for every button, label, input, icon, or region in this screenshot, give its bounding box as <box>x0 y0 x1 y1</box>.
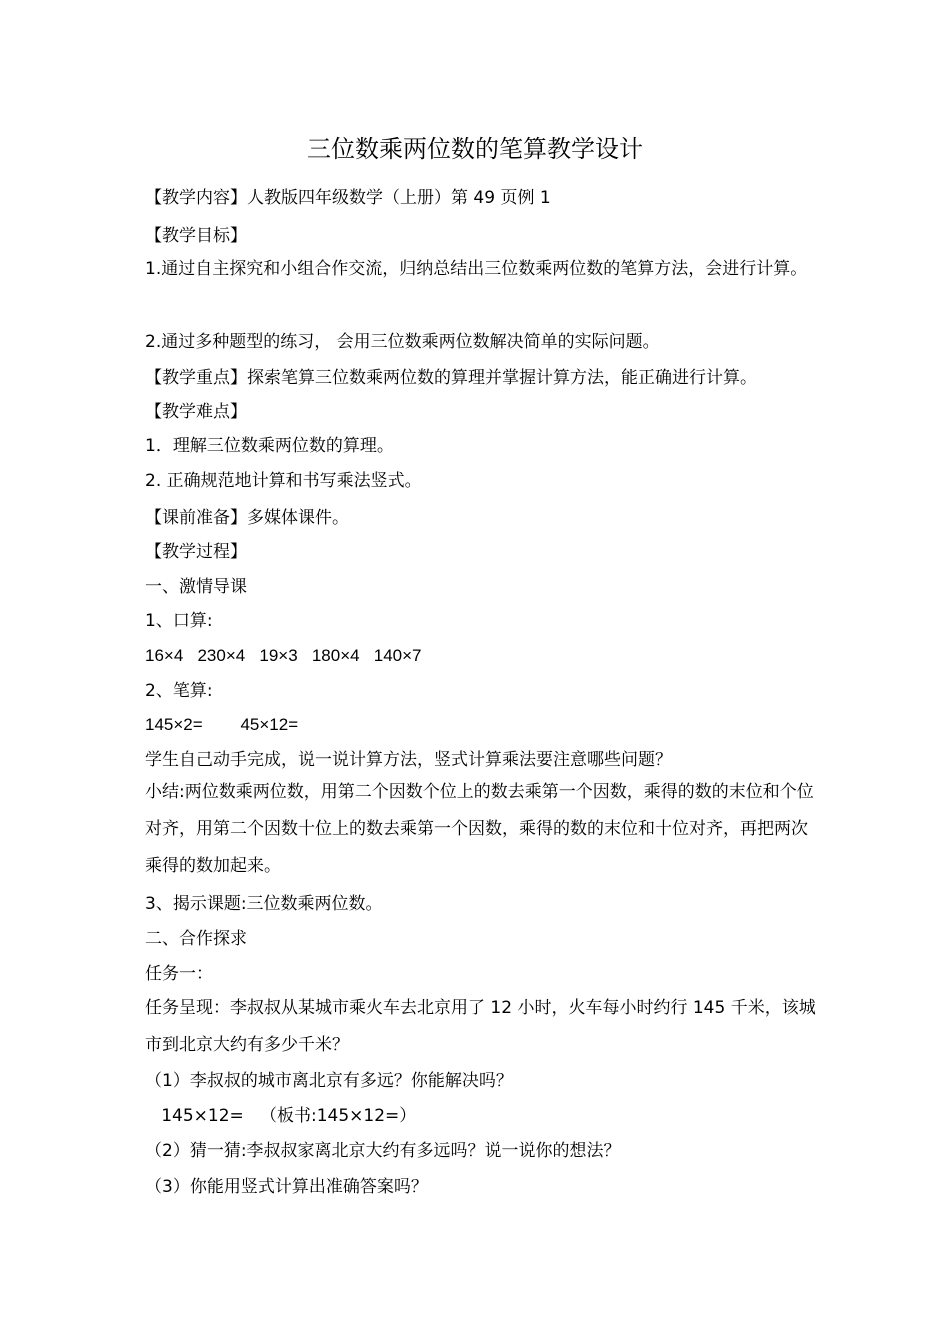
teaching-key-point: 【教学重点】探索笔算三位数乘两位数的算理并掌握计算方法，能正确进行计算。 <box>145 368 757 388</box>
teaching-process-heading: 【教学过程】 <box>145 542 247 562</box>
question-1: （1）李叔叔的城市离北京有多远？你能解决吗？ <box>145 1071 513 1091</box>
reveal-topic: 3、揭示课题:三位数乘两位数。 <box>145 894 383 914</box>
difficulty-item-1: 1．理解三位数乘两位数的算理。 <box>145 436 394 456</box>
teaching-difficulty-heading: 【教学难点】 <box>145 402 247 422</box>
section-one-heading: 一、激情导课 <box>145 577 247 597</box>
written-calc-problems: 145×2= 45×12= <box>145 715 299 734</box>
question-1-equation: 145×12= （板书:145×12=） <box>145 1106 417 1126</box>
summary-paragraph: 小结:两位数乘两位数，用第二个因数个位上的数去乘第一个因数，乘得的数的末位和个位对齐，用第二个因数十位上的数去乘第一个因数，乘得的数的末位和十位对齐，再把两次乘得的数加起来。 <box>145 782 814 876</box>
question-3: （3）你能用竖式计算出准确答案吗？ <box>145 1177 428 1197</box>
teaching-goals-heading: 【教学目标】 <box>145 226 247 246</box>
task-presentation: 任务呈现：李叔叔从某城市乘火车去北京用了 12 小时，火车每小时约行 145 千米，该城市到北京大约有多少千米？ <box>145 998 816 1055</box>
oral-calc-heading: 1、口算: <box>145 611 213 631</box>
goal-item-2: 2.通过多种题型的练习， 会用三位数乘两位数解决简单的实际问题。 <box>145 332 660 352</box>
task-one-heading: 任务一： <box>145 964 213 984</box>
goal-item-1: 1.通过自主探究和小组合作交流，归纳总结出三位数乘两位数的笔算方法，会进行计算。 <box>145 259 808 279</box>
class-preparation: 【课前准备】多媒体课件。 <box>145 508 349 528</box>
document-title: 三位数乘两位数的笔算教学设计 <box>307 135 643 163</box>
written-calc-heading: 2、笔算: <box>145 681 213 701</box>
section-two-heading: 二、合作探求 <box>145 929 247 949</box>
question-2: （2）猜一猜:李叔叔家离北京大约有多远吗？说一说你的想法？ <box>145 1141 621 1161</box>
oral-calc-problems: 16×4 230×4 19×3 180×4 140×7 <box>145 646 422 665</box>
student-activity: 学生自己动手完成，说一说计算方法，竖式计算乘法要注意哪些问题？ <box>145 750 672 770</box>
difficulty-item-2: 2. 正确规范地计算和书写乘法竖式。 <box>145 471 422 491</box>
teaching-content: 【教学内容】人教版四年级数学（上册）第 49 页例 1 <box>145 188 551 208</box>
